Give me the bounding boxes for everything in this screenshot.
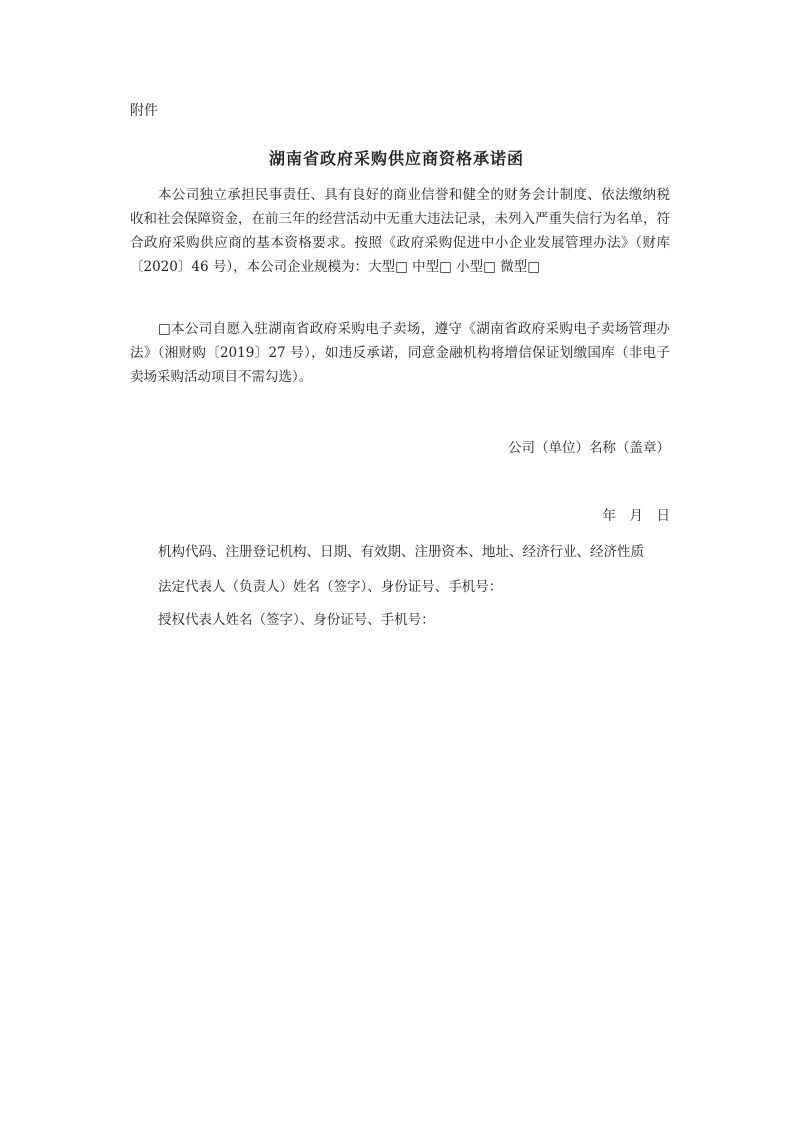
company-seal-label: 公司（单位）名称（盖章）	[508, 440, 670, 456]
authorized-representative-line: 授权代表人姓名（签字）、身份证号、手机号：	[158, 612, 435, 628]
date-label: 年 月 日	[602, 508, 670, 524]
attachment-label: 附件	[130, 103, 158, 119]
commitment-paragraph: 本公司独立承担民事责任、具有良好的商业信誉和健全的财务会计制度、依法缴纳税收和社会保障资金，在前三年的经营活动中无重大违法记录，未列入严重失信行为名单，符合政府采购供应商的基本资格要求。按照《政府采购促进中小企业发展管理办法》（财库〔2020〕46 号），本公司企业规模为：大型□ 中型□ 小型□ 微型□	[130, 187, 670, 275]
organization-info-line: 机构代码、注册登记机构、日期、有效期、注册资本、地址、经济行业、经济性质	[158, 544, 644, 560]
legal-representative-line: 法定代表人（负责人）姓名（签字）、身份证号、手机号：	[158, 579, 503, 595]
document-title: 湖南省政府采购供应商资格承诺函	[268, 149, 524, 168]
e-mall-commitment-paragraph: □本公司自愿入驻湖南省政府采购电子卖场，遵守《湖南省政府采购电子卖场管理办法》（湘财购〔2019〕27 号），如违反承诺，同意金融机构将增信保证划缴国库（非电子卖场采购活动项目不需勾选）。	[130, 321, 670, 385]
